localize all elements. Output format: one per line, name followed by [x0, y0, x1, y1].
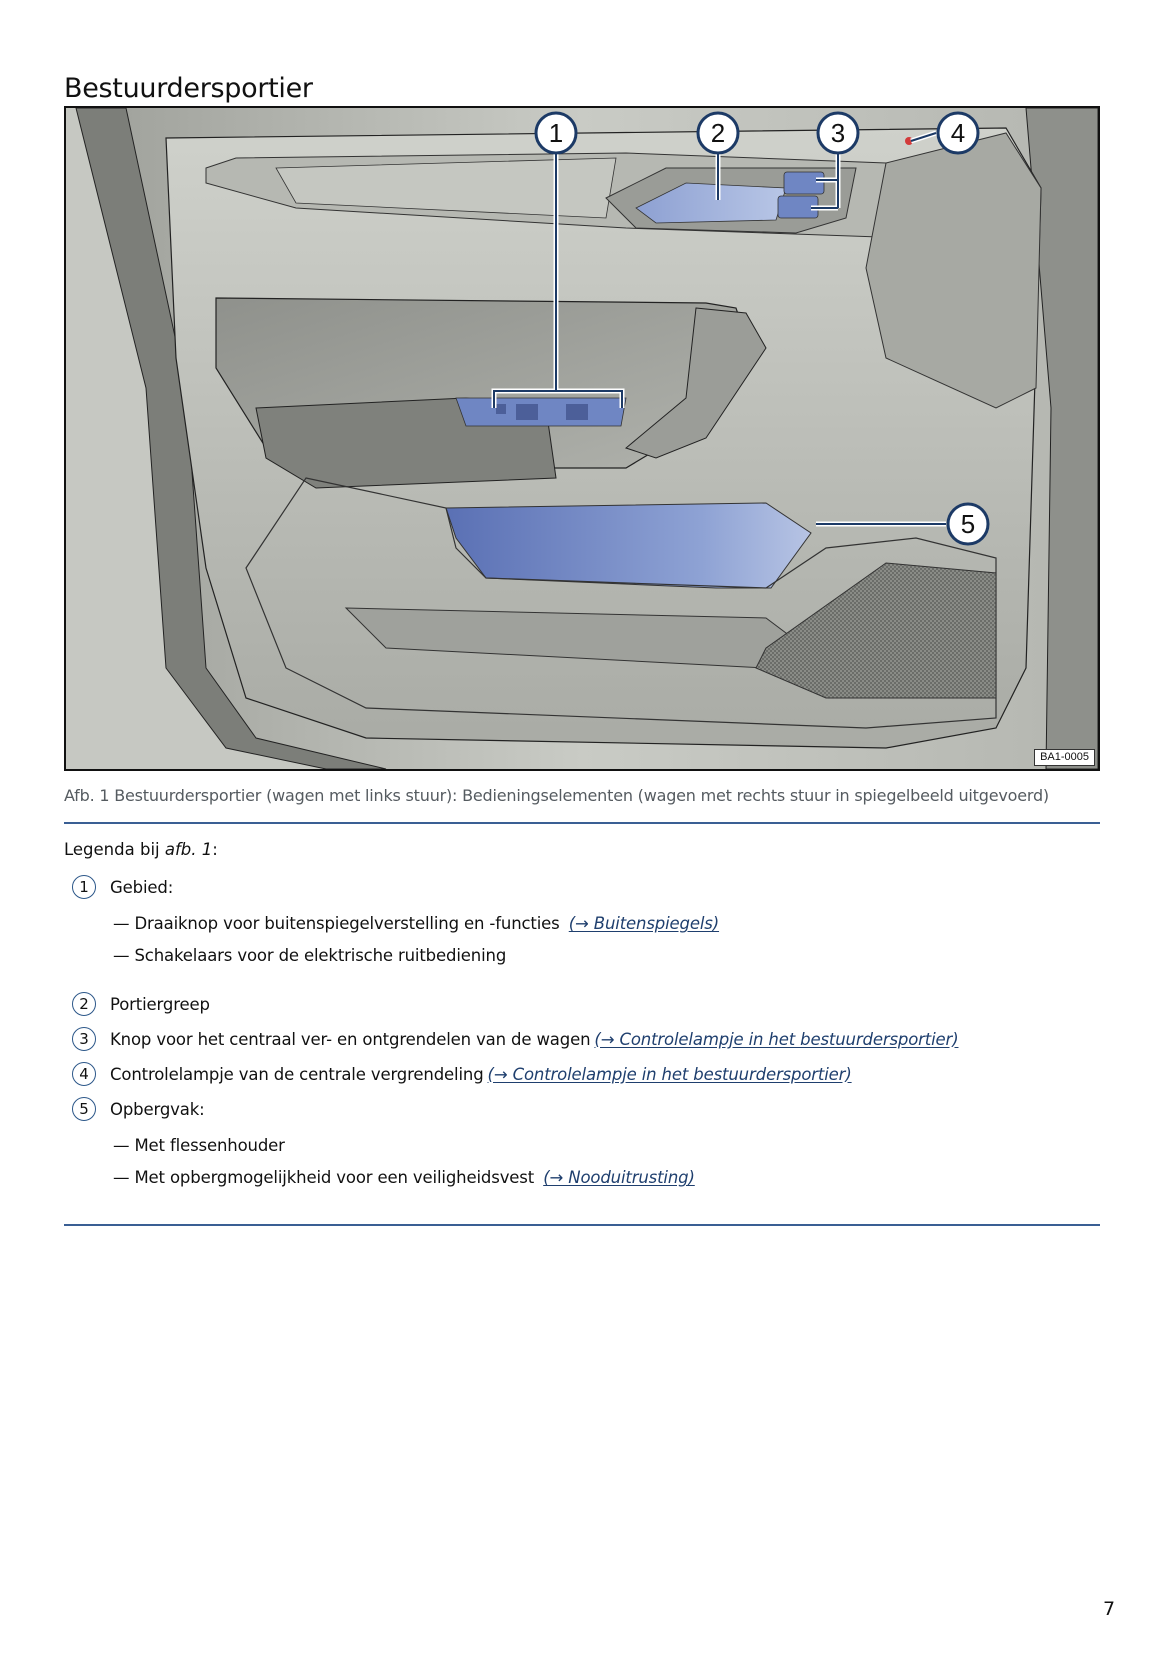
divider-top [64, 822, 1100, 824]
number-badge: 4 [72, 1062, 96, 1086]
link-buitenspiegels[interactable]: (→ Buitenspiegels) [568, 914, 720, 933]
number-badge: 3 [72, 1027, 96, 1051]
svg-text:5: 5 [960, 509, 976, 539]
legend-item-4: 4 Controlelampje van de centrale vergrendeling (→ Controlelampje in het bestuurdersportier) [72, 1062, 852, 1086]
callout-3 [818, 113, 858, 153]
callout-1 [536, 113, 576, 153]
door-illustration [64, 106, 1100, 771]
svg-text:3: 3 [830, 118, 846, 148]
legend-heading: Legenda bij afb. 1: [64, 840, 218, 859]
figure-caption: Afb. 1 Bestuurdersportier (wagen met links stuur): Bedieningselementen (wagen met rechts stuur in spiegelbeeld uitgevoerd) [64, 786, 1049, 805]
number-badge: 5 [72, 1097, 96, 1121]
callout-4 [938, 113, 978, 153]
number-badge: 2 [72, 992, 96, 1016]
legend-item-1: 1 Gebied: [72, 875, 173, 899]
legend-item-5: 5 Opbergvak: [72, 1097, 205, 1121]
legend-subitem: — Met opbergmogelijkheid voor een veiligheidsvest (→ Nooduitrusting) [113, 1168, 695, 1187]
link-controlelampje[interactable]: (→ Controlelampje in het bestuurdersportier) [594, 1029, 959, 1049]
legend-subitem: — Draaiknop voor buitenspiegelverstelling en -functies (→ Buitenspiegels) [113, 914, 720, 933]
unlock-button [784, 172, 824, 194]
window-switch-panel [456, 398, 626, 426]
svg-text:2: 2 [710, 118, 726, 148]
storage-compartment [446, 503, 811, 588]
legend-item-3: 3 Knop voor het centraal ver- en ontgrendelen van de wagen (→ Controlelampje in het bestuurdersportier) [72, 1027, 958, 1051]
svg-text:1: 1 [548, 118, 564, 148]
page-number: 7 [1103, 1598, 1116, 1620]
legend-subitem: — Schakelaars voor de elektrische ruitbediening [113, 946, 507, 965]
legend-subitem: — Met flessenhouder [113, 1136, 285, 1155]
link-nooduitrusting[interactable]: (→ Nooduitrusting) [543, 1168, 695, 1187]
figure-code: BA1-0005 [1034, 749, 1095, 766]
page-title: Bestuurdersportier [64, 73, 313, 105]
divider-bottom [64, 1224, 1100, 1226]
link-controlelampje[interactable]: (→ Controlelampje in het bestuurdersportier) [487, 1064, 852, 1084]
number-badge: 1 [72, 875, 96, 899]
svg-text:4: 4 [950, 118, 966, 148]
legend-item-2: 2 Portiergreep [72, 992, 210, 1016]
callout-2 [698, 113, 738, 153]
figure-reference: afb. 1 [164, 840, 213, 859]
door-panel-drawing [66, 108, 1098, 769]
callout-5 [948, 504, 988, 544]
